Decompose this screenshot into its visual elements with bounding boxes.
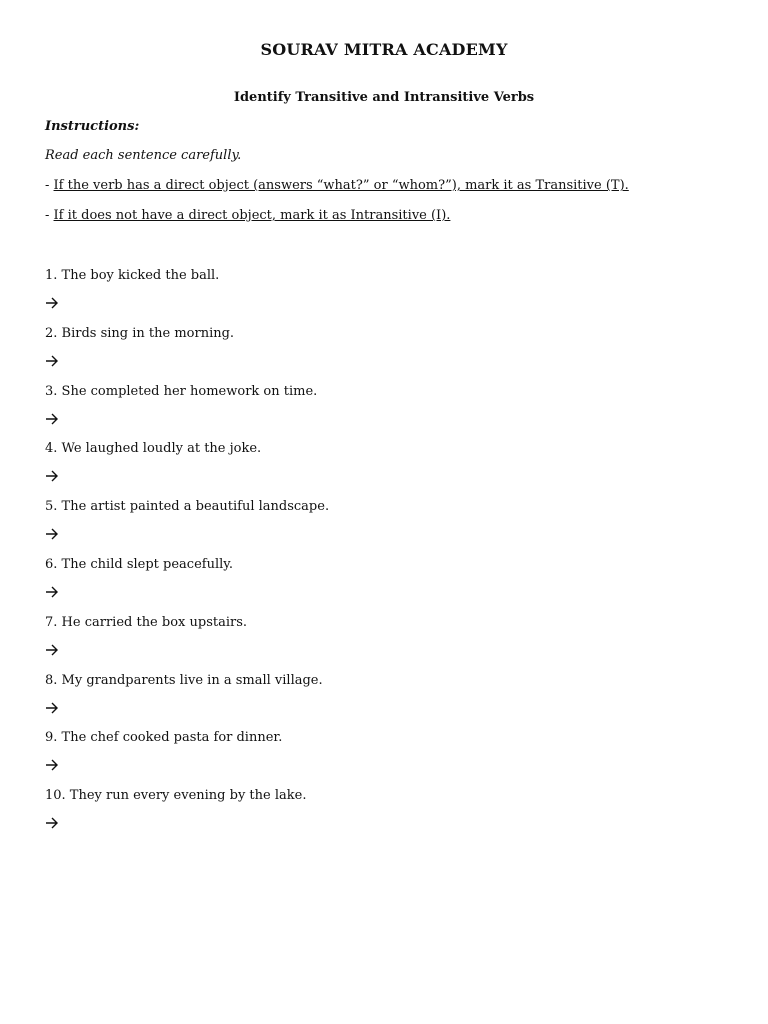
question-text: 8. My grandparents live in a small village. xyxy=(45,672,323,688)
instructions-intro: Read each sentence carefully. xyxy=(45,148,242,163)
question-item xyxy=(45,382,725,440)
question-item xyxy=(45,671,725,729)
right-arrow-icon xyxy=(45,585,59,599)
right-arrow-icon xyxy=(45,412,59,426)
rule-text: If the verb has a direct object (answers “what?” or “whom?”), mark it as Transitive (T). xyxy=(53,178,629,193)
right-arrow-icon xyxy=(45,816,59,830)
question-text: 7. He carried the box upstairs. xyxy=(45,614,248,630)
question-text: 4. We laughed loudly at the joke. xyxy=(45,441,262,457)
question-text: 10. They run every evening by the lake. xyxy=(45,788,307,804)
right-arrow-icon xyxy=(45,643,59,657)
question-text: 2. Birds sing in the morning. xyxy=(45,325,235,341)
question-item xyxy=(45,786,725,844)
worksheet-title: Identify Transitive and Intransitive Verbs xyxy=(233,90,535,105)
question-text: 6. The child slept peacefully. xyxy=(45,556,234,572)
right-arrow-icon xyxy=(45,527,59,541)
question-item xyxy=(45,324,725,382)
question-item xyxy=(45,613,725,671)
question-item xyxy=(45,555,725,613)
question-text: 1. The boy kicked the ball. xyxy=(45,268,220,283)
right-arrow-icon xyxy=(45,296,59,310)
right-arrow-icon xyxy=(45,701,59,715)
question-text: 3. She completed her homework on time. xyxy=(45,383,318,399)
question-list xyxy=(45,266,725,844)
question-text: 5. The artist painted a beautiful landscape. xyxy=(45,499,330,515)
question-item xyxy=(45,439,725,497)
right-arrow-icon xyxy=(45,469,59,483)
instructions-heading: Instructions: xyxy=(45,119,140,134)
right-arrow-icon xyxy=(45,354,59,368)
question-text: 9. The chef cooked pasta for dinner. xyxy=(45,730,283,746)
academy-title: SOURAV MITRA ACADEMY xyxy=(260,40,508,59)
rule-dash: - xyxy=(45,178,54,193)
right-arrow-icon xyxy=(45,758,59,772)
question-item xyxy=(45,497,725,555)
question-item xyxy=(45,266,725,324)
question-item xyxy=(45,728,725,786)
instruction-rule-intransitive xyxy=(45,208,450,223)
rule-dash: - xyxy=(45,208,54,223)
rule-text: If it does not have a direct object, mark it as Intransitive (I). xyxy=(53,208,451,223)
instruction-rule-transitive xyxy=(45,178,629,193)
